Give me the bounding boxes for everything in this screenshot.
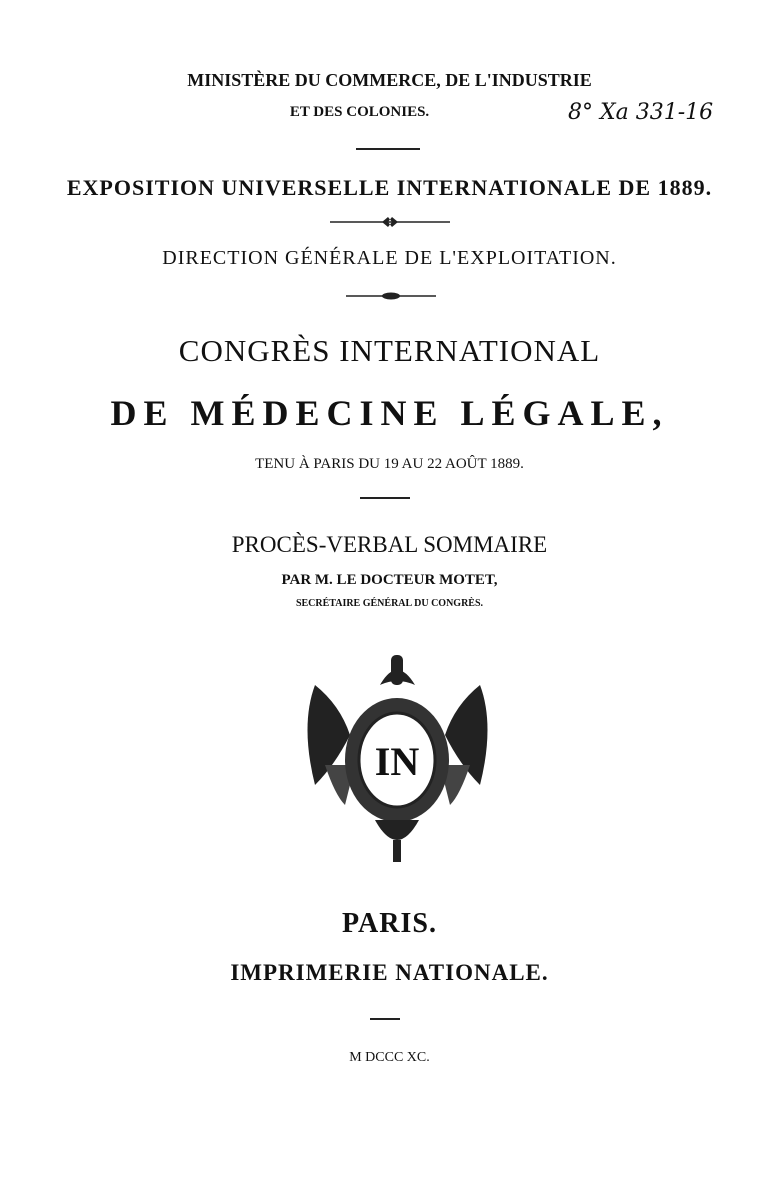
imprint-printer: IMPRIMERIE NATIONALE. bbox=[230, 960, 549, 985]
ministry-line-2: ET DES COLONIES. bbox=[289, 104, 430, 120]
emblem-monogram: IN bbox=[374, 739, 420, 784]
imprint-city: PARIS. bbox=[342, 908, 437, 939]
imprimerie-nationale-emblem bbox=[295, 645, 500, 870]
congress-title-line-2: DE MÉDECINE LÉGALE, bbox=[110, 393, 669, 433]
report-title: PROCÈS-VERBAL SOMMAIRE bbox=[231, 532, 548, 557]
ornament-divider bbox=[346, 290, 436, 302]
report-author: PAR M. LE DOCTEUR MOTET, bbox=[281, 572, 498, 588]
divider-rule bbox=[360, 497, 410, 499]
exposition-title: EXPOSITION UNIVERSELLE INTERNATIONALE DE 1889. bbox=[66, 175, 713, 200]
divider-rule bbox=[370, 1018, 400, 1020]
direction-title: DIRECTION GÉNÉRALE DE L'EXPLOITATION. bbox=[162, 247, 617, 269]
ministry-line-1: MINISTÈRE DU COMMERCE, DE L'INDUSTRIE bbox=[187, 70, 592, 90]
congress-dates: TENU À PARIS DU 19 AU 22 AOÛT 1889. bbox=[255, 456, 524, 472]
imprint-year: M DCCC XC. bbox=[349, 1050, 430, 1065]
shelfmark-handwritten: 8° Xa 331-16 bbox=[568, 100, 714, 125]
report-author-role: SECRÉTAIRE GÉNÉRAL DU CONGRÈS. bbox=[295, 598, 484, 609]
congress-title-line-1: CONGRÈS INTERNATIONAL bbox=[178, 333, 601, 368]
divider-rule bbox=[356, 148, 420, 150]
ornament-divider bbox=[330, 215, 450, 229]
